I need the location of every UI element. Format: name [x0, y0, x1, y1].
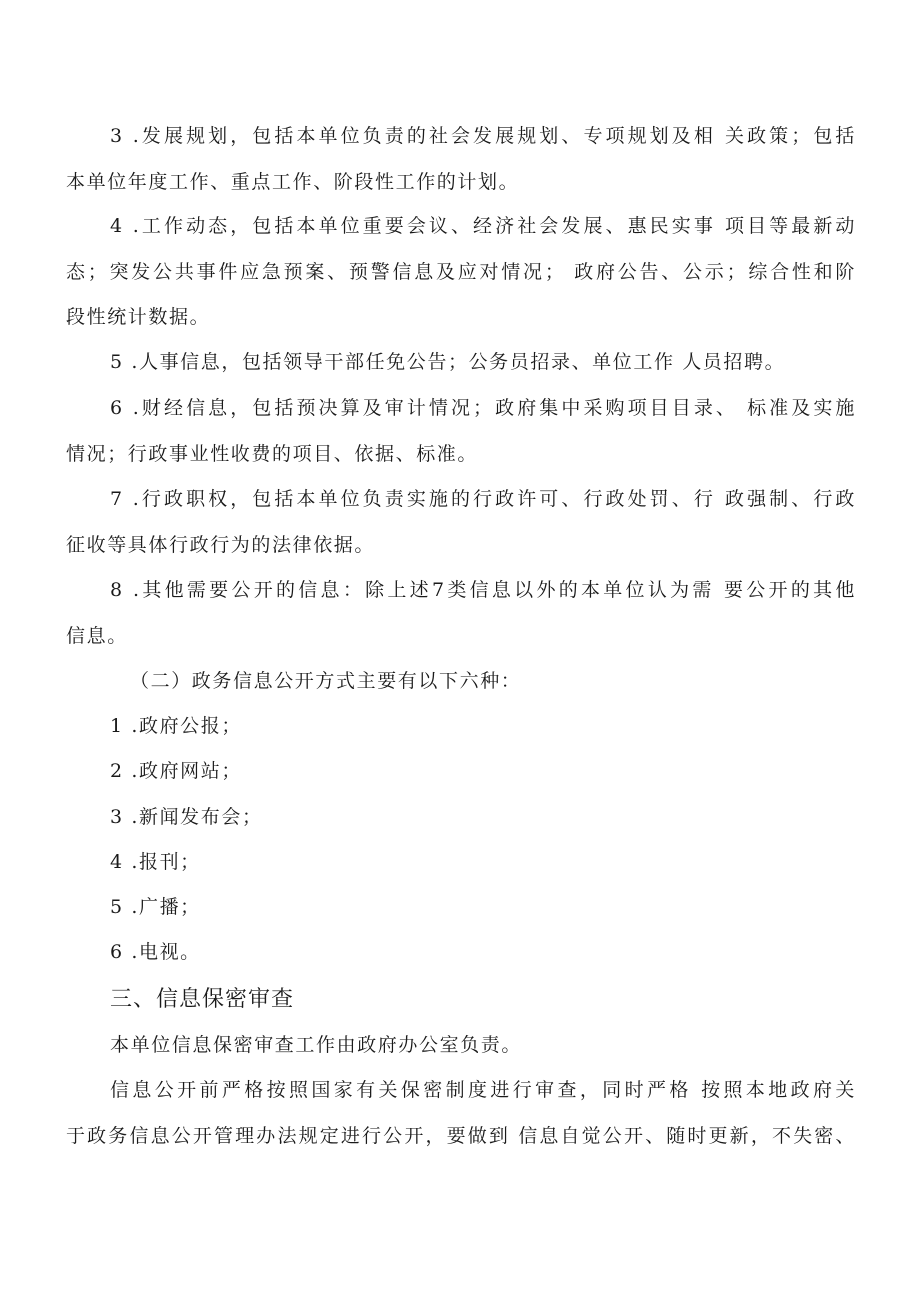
item-3-line-1: 3 .发展规划，包括本单位负责的社会发展规划、专项规划及相 关政策；包括 — [110, 125, 856, 147]
method-item: 4 .报刊； — [110, 851, 201, 873]
methods-heading: （二）政务信息公开方式主要有以下六种： — [130, 670, 522, 692]
item-4-line-2: 态；突发公共事件应急预案、预警信息及应对情况； 政府公告、公示；综合性和阶 — [66, 261, 856, 283]
item-8-line-2: 信息。 — [66, 625, 128, 647]
method-item: 6 .电视。 — [110, 941, 201, 963]
item-6-line-2: 情况；行政事业性收费的项目、依据、标准。 — [66, 443, 479, 465]
method-item: 2 .政府网站； — [110, 760, 242, 782]
item-7-line-2: 征收等具体行政行为的法律依据。 — [66, 534, 376, 556]
item-7-line-1: 7 .行政职权，包括本单位负责实施的行政许可、行政处罚、行 政强制、行政 — [110, 488, 856, 510]
item-3-line-2: 本单位年度工作、重点工作、阶段性工作的计划。 — [66, 171, 520, 193]
review-paragraph-1: 本单位信息保密审查工作由政府办公室负责。 — [110, 1034, 523, 1056]
item-6-line-1: 6 .财经信息，包括预决算及审计情况；政府集中采购项目目录、 标准及实施 — [110, 397, 856, 419]
section-review-heading: 三、信息保密审查 — [110, 987, 295, 1012]
item-8-line-1: 8 .其他需要公开的信息：除上述7类信息以外的本单位认为需 要公开的其他 — [110, 579, 856, 601]
item-4-line-1: 4 .工作动态，包括本单位重要会议、经济社会发展、惠民实事 项目等最新动 — [110, 215, 856, 237]
review-paragraph-2-line-1: 信息公开前严格按照国家有关保密制度进行审查，同时严格 按照本地政府关 — [110, 1079, 856, 1101]
method-item: 5 .广播； — [110, 896, 201, 918]
review-paragraph-2-line-2: 于政务信息公开管理办法规定进行公开，要做到 信息自觉公开、随时更新，不失密、 — [66, 1125, 856, 1147]
method-item: 1 .政府公报； — [110, 715, 242, 737]
method-item: 3 .新闻发布会； — [110, 806, 263, 828]
item-4-line-3: 段性统计数据。 — [66, 306, 211, 328]
item-5-line-1: 5 .人事信息，包括领导干部任免公告；公务员招录、单位工作 人员招聘。 — [110, 351, 786, 373]
